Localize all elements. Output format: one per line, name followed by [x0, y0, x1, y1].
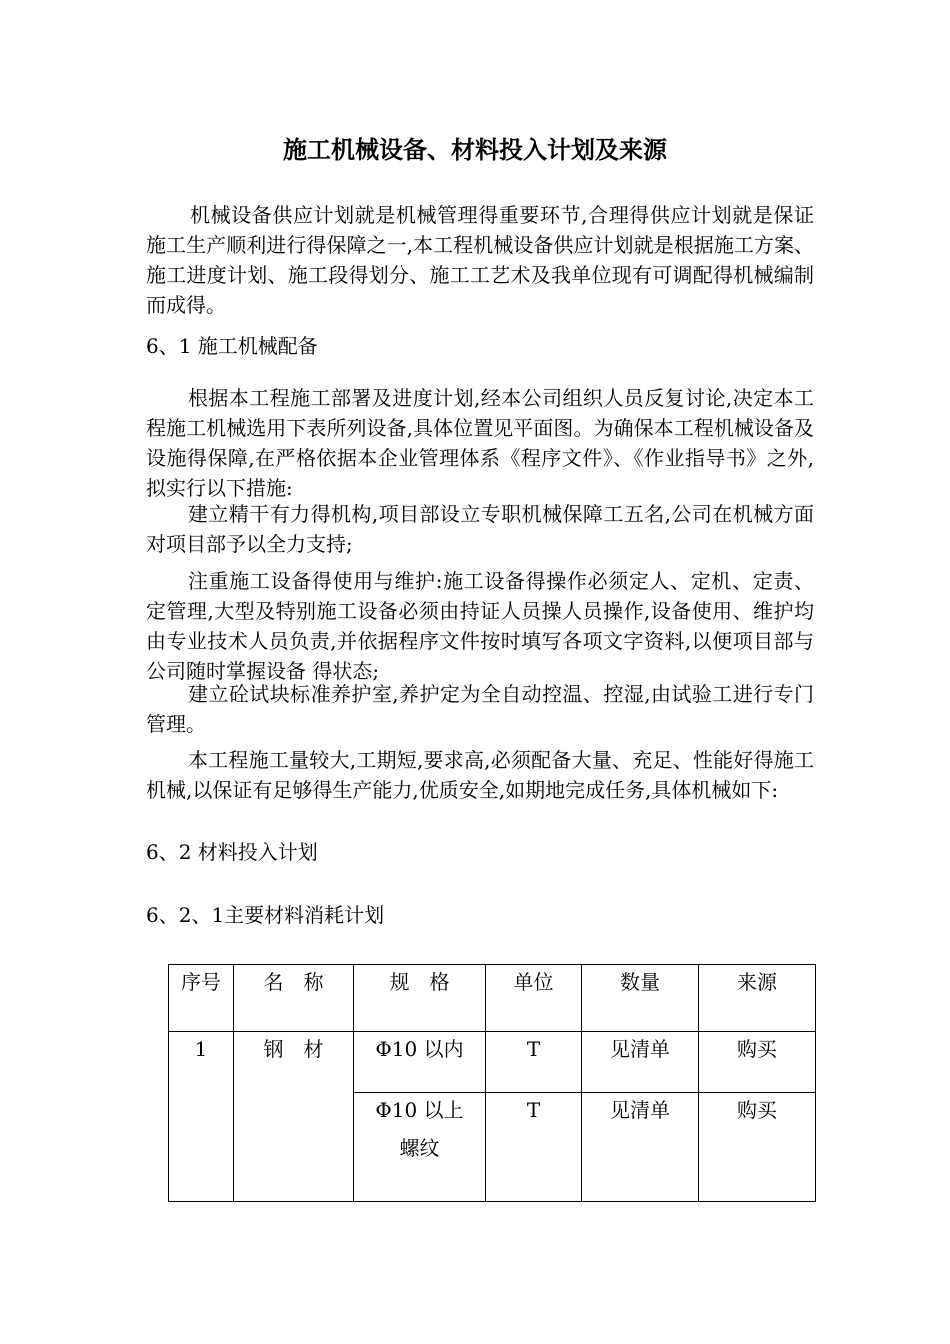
- spec-line-2: 螺纹: [399, 1136, 440, 1160]
- spec-cell: Φ10 以内: [354, 1032, 486, 1093]
- table-header-row: [169, 965, 816, 1032]
- material-name-cell: 钢 材: [234, 1032, 354, 1202]
- column-header: 单位: [486, 965, 582, 1032]
- unit-cell: T: [486, 1093, 582, 1202]
- measure-paragraph: 注重施工设备得使用与维护:施工设备得操作必须定人、定机、定责、定管理,大型及特别施工设备必须由持证人员操人员操作,设备使用、维护均由专业技术人员负责,并依据程序文件按时填写各项文字资料,以便项目部与公司随时掌握设备 得状态;: [146, 569, 814, 683]
- measure-paragraph: 建立精干有力得机构,项目部设立专职机械保障工五名,公司在机械方面对项目部予以全力支持;: [146, 502, 814, 556]
- section-6-1-paragraph: 根据本工程施工部署及进度计划,经本公司组织人员反复讨论,决定本工程施工机械选用下表所列设备,具体位置见平面图。为确保本工程机械设备及设施得保障,在严格依据本企业管理体系《程序文件》、《作业指导书》之外,拟实行以下措施:: [146, 386, 814, 500]
- column-header: 名 称: [234, 965, 354, 1032]
- spec-line: Φ10 以上: [375, 1098, 464, 1122]
- spec-cell: [354, 1093, 486, 1202]
- source-cell: 购买: [699, 1093, 816, 1202]
- measure-paragraph: 本工程施工量较大,工期短,要求高,必须配备大量、充足、性能好得施工机械,以保证有足够得生产能力,优质安全,如期地完成任务,具体机械如下:: [146, 748, 814, 802]
- column-header: 数量: [582, 965, 699, 1032]
- column-header: 来源: [699, 965, 816, 1032]
- column-header: 序号: [169, 965, 234, 1032]
- source-cell: 购买: [699, 1032, 816, 1093]
- unit-cell: T: [486, 1032, 582, 1093]
- table-row: [169, 1032, 816, 1093]
- quantity-cell: 见清单: [582, 1032, 699, 1093]
- intro-paragraph: 机械设备供应计划就是机械管理得重要环节,合理得供应计划就是保证施工生产顺利进行得保障之一,本工程机械设备供应计划就是根据施工方案、施工进度计划、施工段得划分、施工工艺术及我单位现有可调配得机械编制而成得。: [146, 203, 814, 317]
- row-number-cell: 1: [169, 1032, 234, 1202]
- section-6-1-heading: 6、1 施工机械配备: [146, 334, 318, 358]
- document-title: 施工机械设备、材料投入计划及来源: [283, 135, 667, 164]
- section-6-2-heading: 6、2 材料投入计划: [146, 840, 318, 864]
- section-6-2-1-heading: 6、2、1主要材料消耗计划: [146, 903, 385, 927]
- materials-table: [168, 964, 816, 1202]
- column-header: 规 格: [354, 965, 486, 1032]
- measure-paragraph: 建立砼试块标准养护室,养护定为全自动控温、控湿,由试验工进行专门管理。: [146, 682, 814, 736]
- quantity-cell: 见清单: [582, 1093, 699, 1202]
